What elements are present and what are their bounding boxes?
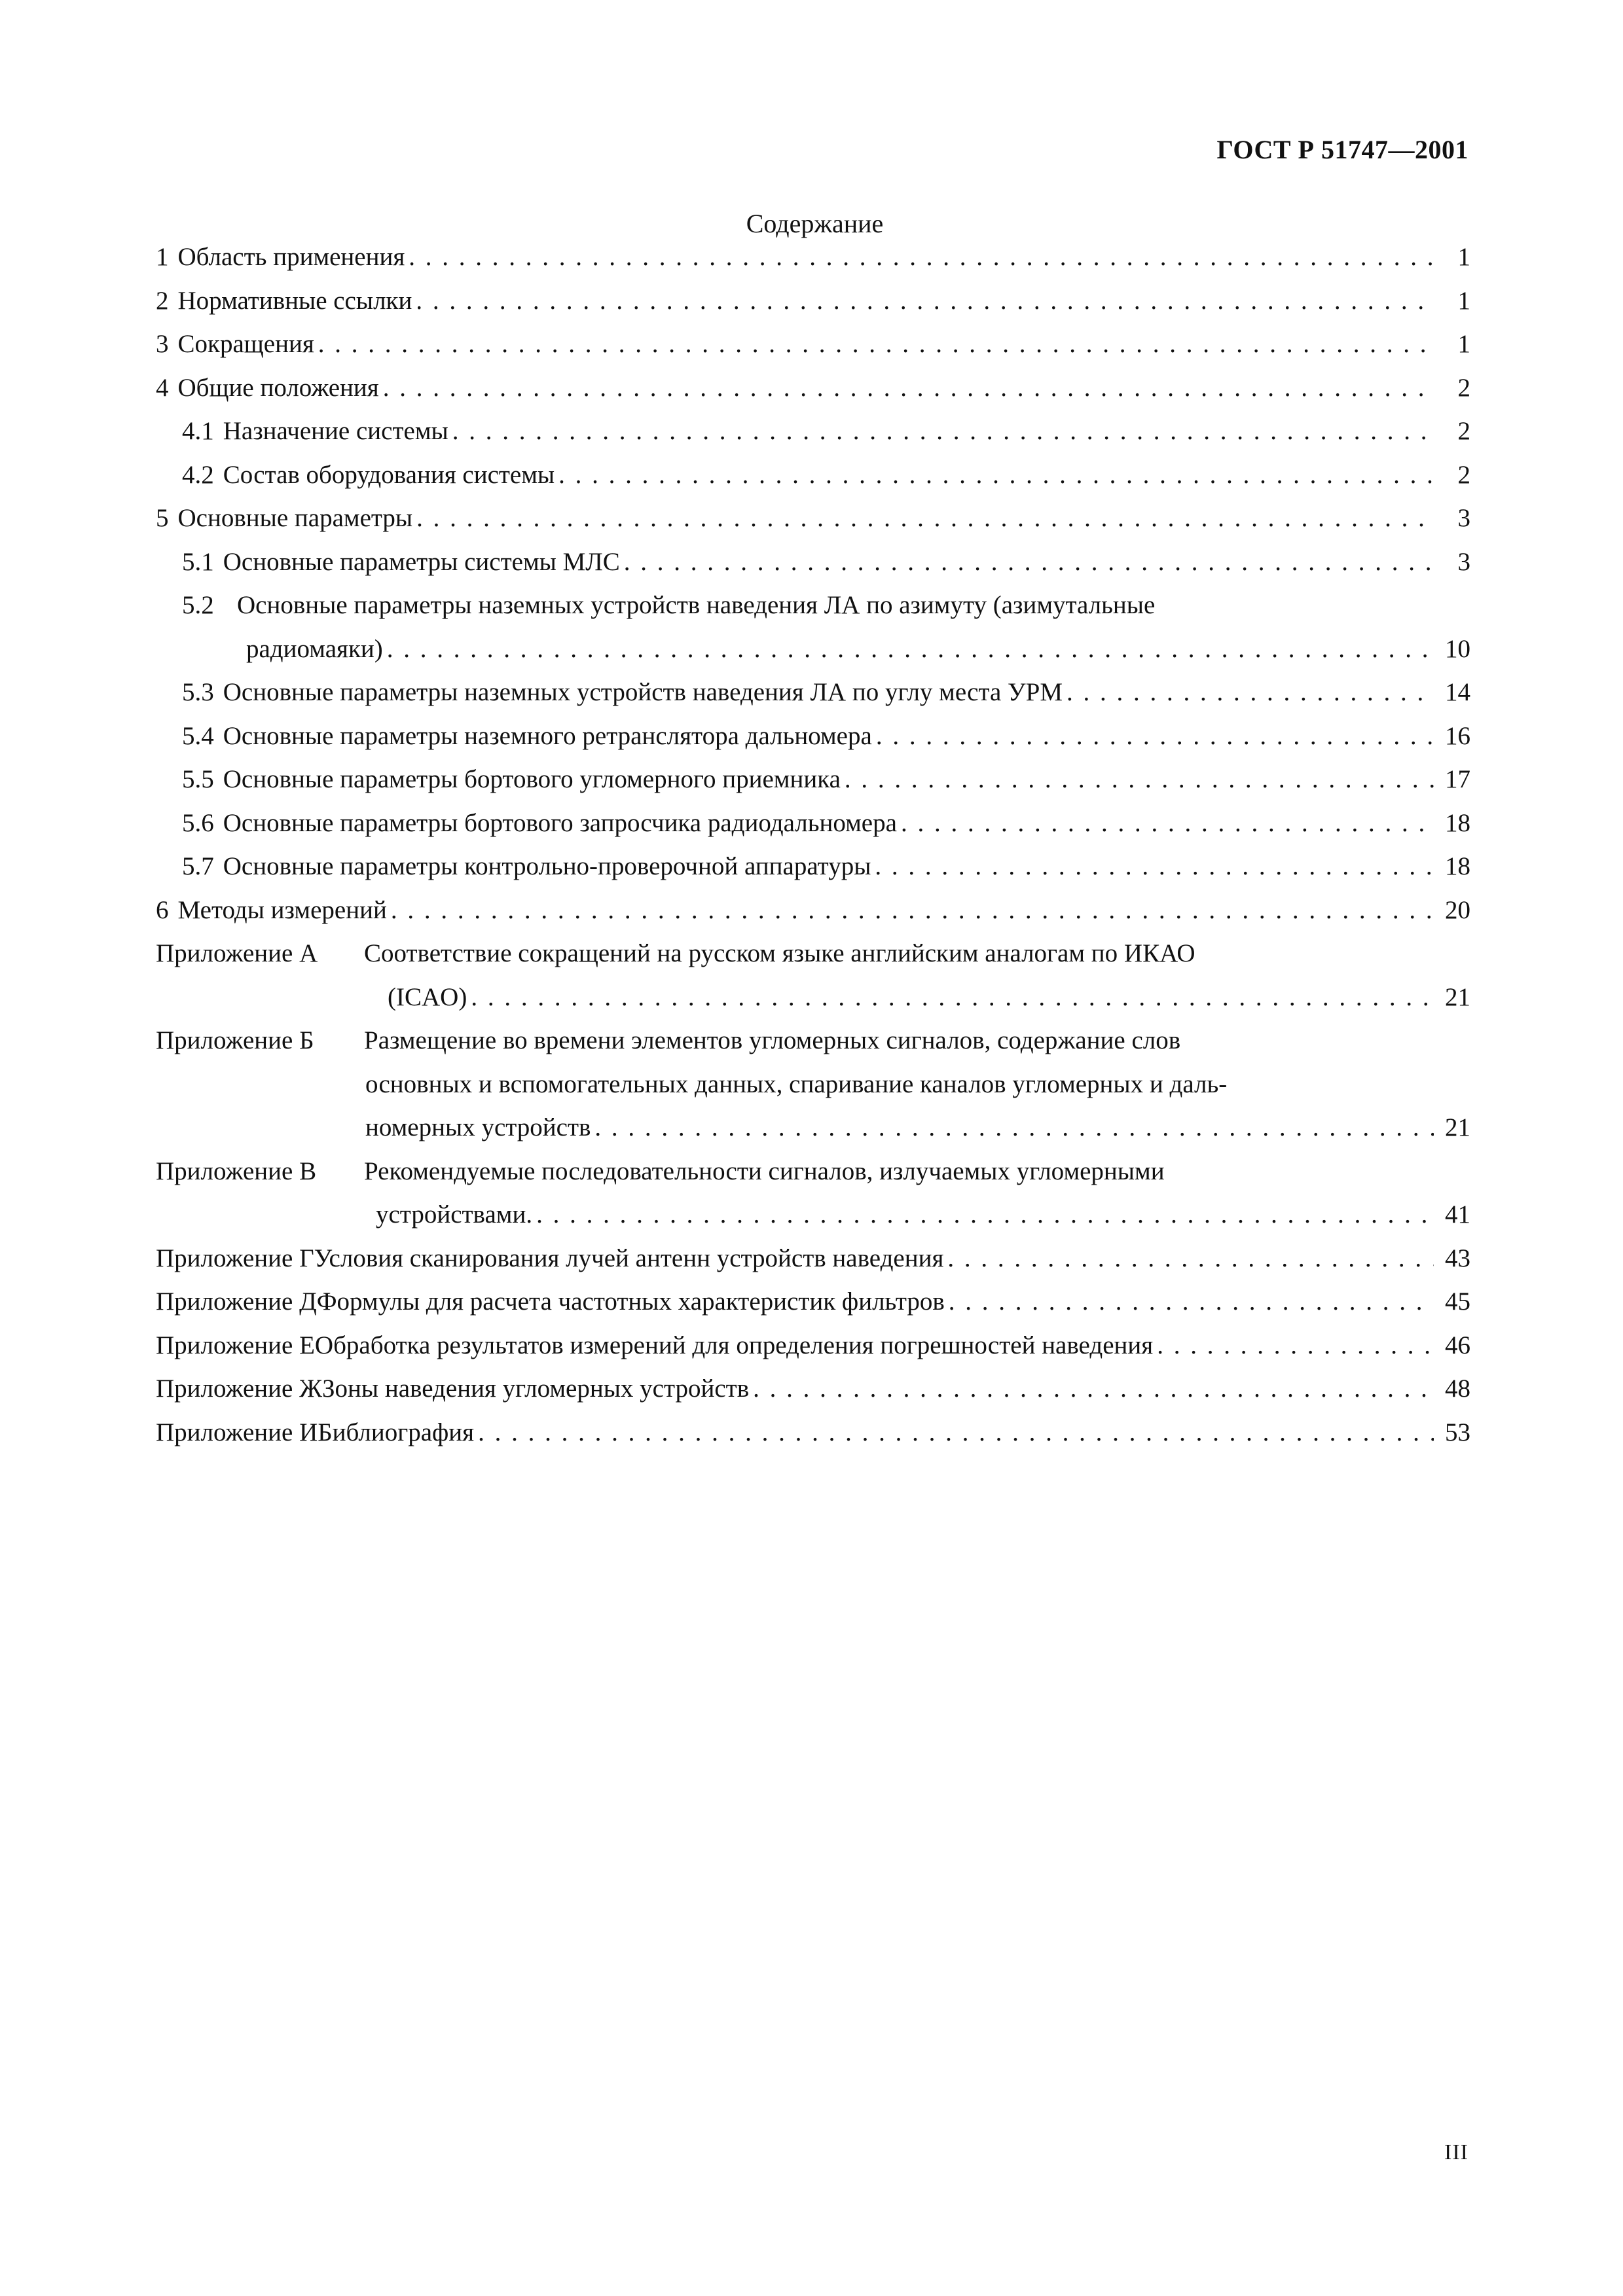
toc-entry-2[interactable] (156, 279, 1470, 323)
dot-leader (753, 1367, 1434, 1411)
toc-entry-title: Нормативные ссылки (177, 286, 412, 315)
appendix-title-continued: основных и вспомогательных данных, спаривание каналов угломерных и даль- (365, 1069, 1228, 1098)
toc-entry-page: 2 (1457, 460, 1470, 489)
appendix-title-continued: (ICAO) (388, 982, 467, 1011)
toc-entry-number: 5.5 (182, 765, 214, 793)
dot-leader (558, 454, 1434, 497)
dot-leader (318, 323, 1434, 367)
dot-leader (387, 628, 1434, 672)
appendix-title-continued: номерных устройств (365, 1113, 591, 1141)
toc-entry-title: Основные параметры наземных устройств наведения ЛА по азимуту (азимутальные (237, 591, 1156, 619)
appendix-label: Приложение Б (156, 1026, 314, 1054)
toc-entry-title: Сокращения (177, 330, 314, 358)
toc-entry-5-2-continued[interactable] (156, 628, 1470, 672)
toc-entry-page: 14 (1445, 678, 1470, 706)
toc-entry-page: 3 (1457, 504, 1470, 532)
appendix-title: Зоны наведения угломерных устройств (322, 1374, 750, 1403)
toc-entry-number: 3 (156, 330, 169, 358)
toc-appendix-e[interactable] (156, 1324, 1470, 1368)
toc-appendix-g[interactable] (156, 1237, 1470, 1281)
appendix-page: 46 (1445, 1331, 1470, 1359)
toc-entry-title-continued: радиомаяки) (246, 634, 383, 663)
toc-appendix-b-continued-2[interactable] (156, 1106, 1470, 1150)
appendix-title: Библиография (318, 1418, 475, 1446)
appendix-label: Приложение Г (156, 1244, 314, 1272)
toc-appendix-a[interactable] (156, 932, 1470, 976)
toc-entry-3[interactable] (156, 323, 1470, 367)
toc-entry-title: Основные параметры бортового угломерного приемника (223, 765, 841, 793)
toc-entry-number: 4 (156, 373, 169, 402)
toc-entry-page: 10 (1445, 634, 1470, 663)
dot-leader (949, 1280, 1434, 1324)
toc-entry-number: 5.1 (182, 547, 214, 576)
toc-entry-4-2[interactable] (156, 454, 1470, 497)
dot-leader (1157, 1324, 1434, 1368)
appendix-label: Приложение Е (156, 1331, 315, 1359)
toc-entry-4[interactable] (156, 367, 1470, 410)
toc-appendix-v-continued[interactable] (156, 1193, 1470, 1237)
appendix-title-continued: устройствами. (376, 1200, 533, 1229)
toc-appendix-d[interactable] (156, 1280, 1470, 1324)
toc-entry-title: Область применения (177, 243, 405, 271)
dot-leader (409, 236, 1434, 279)
appendix-label: Приложение А (156, 939, 318, 967)
toc-entry-5-1[interactable] (156, 541, 1470, 584)
toc-entry-title: Основные параметры системы МЛС (223, 547, 620, 576)
toc-entry-title: Основные параметры наземных устройств наведения ЛА по углу места УРМ (223, 678, 1063, 706)
toc-entry-5-5[interactable] (156, 758, 1470, 802)
dot-leader (416, 497, 1434, 541)
toc-entry-number: 6 (156, 895, 169, 924)
appendix-label: Приложение Ж (156, 1374, 323, 1403)
dot-leader (624, 541, 1434, 584)
toc-entry-5-7[interactable] (156, 845, 1470, 889)
toc-entry-page: 16 (1445, 721, 1470, 750)
dot-leader (478, 1411, 1434, 1455)
toc-title: Содержание (746, 209, 884, 238)
toc-entry-page: 20 (1445, 895, 1470, 924)
toc-entry-5-4[interactable] (156, 715, 1470, 759)
toc-entry-5[interactable] (156, 497, 1470, 541)
dot-leader (947, 1237, 1434, 1281)
toc-entry-number: 1 (156, 243, 169, 271)
dot-leader (383, 367, 1434, 410)
toc-entry-number: 4.1 (182, 417, 214, 445)
toc-appendix-v[interactable] (156, 1150, 1470, 1194)
toc-entry-page: 17 (1445, 765, 1470, 793)
toc-entry-number: 5.2 (182, 591, 214, 619)
appendix-title: Условия сканирования лучей антенн устройств наведения (314, 1244, 944, 1272)
dot-leader (1067, 671, 1434, 715)
toc-entry-title: Методы измерений (177, 895, 387, 924)
toc-entry-number: 5.7 (182, 852, 214, 880)
toc-entry-number: 5.4 (182, 721, 214, 750)
appendix-page: 53 (1445, 1418, 1470, 1446)
toc-entry-6[interactable] (156, 889, 1470, 933)
toc-entry-title: Основные параметры бортового запросчика радиодальномера (223, 808, 897, 837)
page-number: III (1444, 2140, 1468, 2164)
dot-leader (594, 1106, 1434, 1150)
document-code: ГОСТ Р 51747—2001 (1216, 135, 1468, 164)
appendix-label: Приложение Д (156, 1287, 317, 1316)
appendix-page: 43 (1445, 1244, 1470, 1272)
appendix-page: 21 (1445, 982, 1470, 1011)
toc-entry-page: 1 (1457, 330, 1470, 358)
appendix-title: Формулы для расчета частотных характеристик фильтров (316, 1287, 945, 1316)
dot-leader (452, 410, 1434, 454)
appendix-page: 45 (1445, 1287, 1470, 1316)
toc-entry-number: 2 (156, 286, 169, 315)
dot-leader (391, 889, 1434, 933)
toc-entry-4-1[interactable] (156, 410, 1470, 454)
dot-leader (845, 758, 1434, 802)
toc-entry-page: 2 (1457, 417, 1470, 445)
toc-entry-page: 1 (1457, 243, 1470, 271)
toc-entry-title: Основные параметры наземного ретранслятора дальномера (223, 721, 872, 750)
appendix-title: Соответствие сокращений на русском языке английским аналогам по ИКАО (364, 939, 1195, 967)
toc-entry-number: 5.6 (182, 808, 214, 837)
toc-entry-page: 2 (1457, 373, 1470, 402)
toc-entry-page: 1 (1457, 286, 1470, 315)
toc-entry-number: 5.3 (182, 678, 214, 706)
appendix-title: Рекомендуемые последовательности сигналов, излучаемых угломерными (364, 1157, 1165, 1185)
toc-entry-page: 18 (1445, 808, 1470, 837)
appendix-page: 21 (1445, 1113, 1470, 1141)
toc-entry-5-2[interactable] (156, 584, 1470, 628)
appendix-page: 48 (1445, 1374, 1470, 1403)
toc-entry-5-3[interactable] (156, 671, 1470, 715)
dot-leader (471, 976, 1434, 1020)
toc-entry-title: Основные параметры (177, 504, 413, 532)
dot-leader (536, 1193, 1434, 1237)
appendix-label: Приложение В (156, 1157, 317, 1185)
appendix-title: Размещение во времени элементов угломерных сигналов, содержание слов (364, 1026, 1181, 1054)
toc-entry-title: Общие положения (177, 373, 379, 402)
toc-appendix-b[interactable] (156, 1019, 1470, 1063)
dot-leader (901, 802, 1434, 846)
appendix-title: Обработка результатов измерений для определения погрешностей наведения (314, 1331, 1154, 1359)
appendix-label: Приложение И (156, 1418, 318, 1446)
toc-entry-title: Состав оборудования системы (223, 460, 555, 489)
toc-entry-title: Основные параметры контрольно-проверочной аппаратуры (223, 852, 871, 880)
dot-leader (875, 845, 1434, 889)
toc-entry-1[interactable] (156, 236, 1470, 279)
toc-entry-5-6[interactable] (156, 802, 1470, 846)
toc-entry-page: 3 (1457, 547, 1470, 576)
toc-entry-number: 4.2 (182, 460, 214, 489)
dot-leader (876, 715, 1434, 759)
dot-leader (416, 279, 1434, 323)
table-of-contents (156, 236, 1470, 1454)
toc-appendix-i[interactable] (156, 1411, 1470, 1455)
toc-entry-page: 18 (1445, 852, 1470, 880)
toc-entry-number: 5 (156, 504, 169, 532)
appendix-page: 41 (1445, 1200, 1470, 1229)
toc-appendix-b-continued-1[interactable] (156, 1063, 1470, 1107)
toc-appendix-zh[interactable] (156, 1367, 1470, 1411)
toc-entry-title: Назначение системы (223, 417, 448, 445)
toc-appendix-a-continued[interactable] (156, 976, 1470, 1020)
